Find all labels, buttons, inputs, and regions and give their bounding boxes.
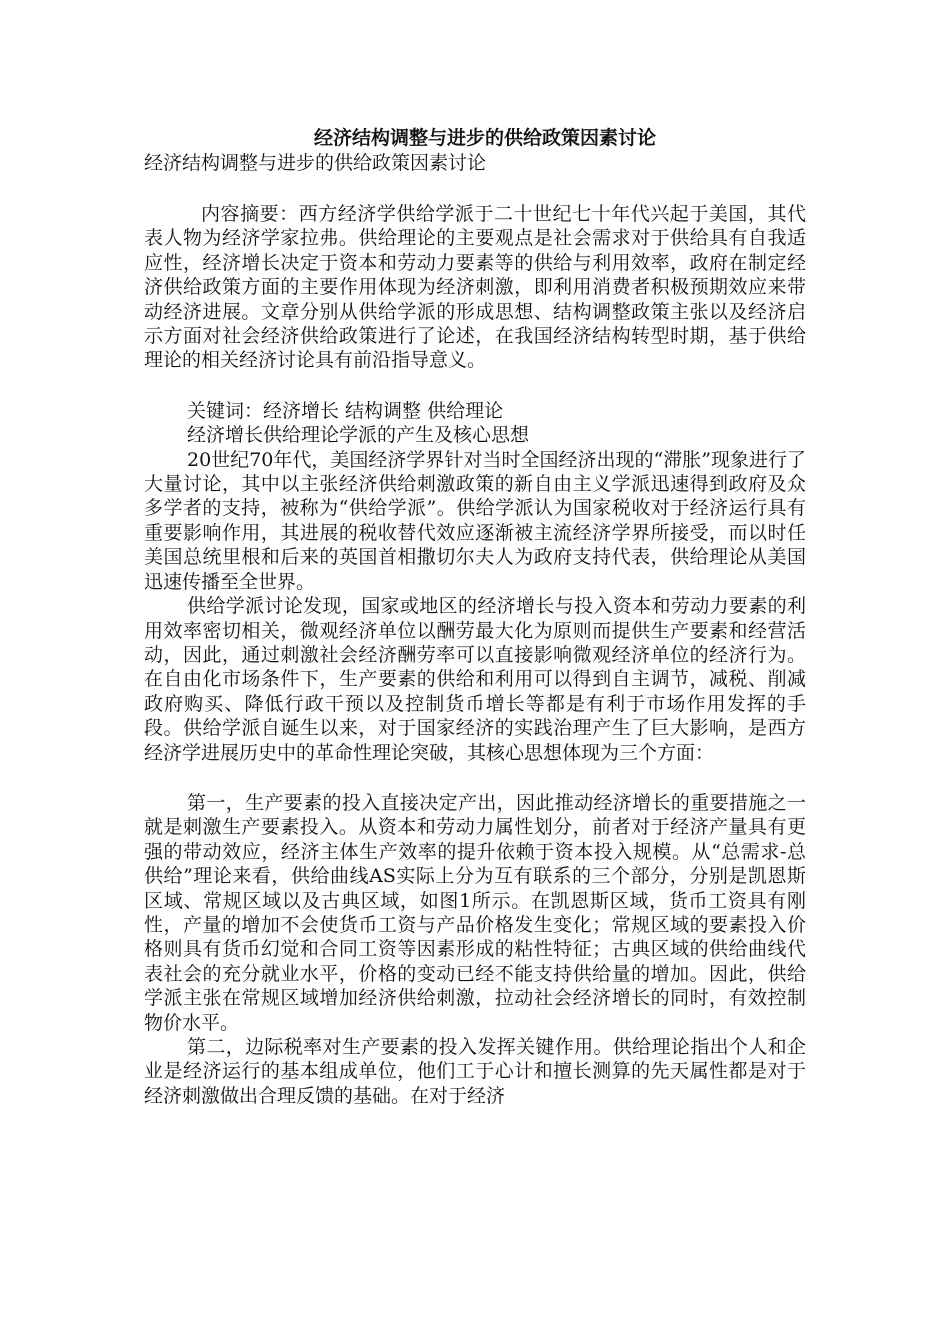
section-heading: 经济增长供给理论学派的产生及核心思想 [187,424,530,447]
abstract-paragraph: 内容摘要：西方经济学供给学派于二十世纪七十年代兴起于美国，其代表人物为经济学家拉弗。供给理论的主要观点是社会需求对于供给具有自我适应性，经济增长决定于资本和劳动力要素等的供给与利用效率，政府在制定经济供给政策方面的主要作用体现为经济刺激，即利用消费者积极预期效应来带动经济进展。文章分别从供给学派的形成思想、结构调整政策主张以及经济启示方面对社会经济供给政策进行了论述，在我国经济结构转型时期，基于供给理论的相关经济讨论具有前沿指导意义。 [144,203,806,372]
document-title: 经济结构调整与进步的供给政策因素讨论 [313,127,656,149]
document-subtitle: 经济结构调整与进步的供给政策因素讨论 [144,152,487,174]
body-paragraph: 第一，生产要素的投入直接决定产出，因此推动经济增长的重要措施之一就是刺激生产要素投入。从资本和劳动力属性划分，前者对于经济产量具有更强的带动效应，经济主体生产效率的提升依赖于资本投入规模。从“总需求-总供给”理论来看，供给曲线AS实际上分为互有联系的三个部分，分别是凯恩斯区域、常规区域以及古典区域，如图1所示。在凯恩斯区域，货币工资具有刚性，产量的增加不会使货币工资与产品价格发生变化；常规区域的要素投入价格则具有货币幻觉和合同工资等因素形成的粘性特征；古典区域的供给曲线代表社会的充分就业水平，价格的变动已经不能支持供给量的增加。因此，供给学派主张在常规区域增加经济供给刺激，拉动社会经济增长的同时，有效控制物价水平。 [144,791,806,1034]
body-paragraph: 20世纪70年代，美国经济学界针对当时全国经济出现的“滞胀”现象进行了大量讨论，其中以主张经济供给刺激政策的新自由主义学派迅速得到政府及众多学者的支持，被称为“供给学派”。供给学派认为国家税收对于经济运行具有重要影响作用，其进展的税收替代效应逐渐被主流经济学界所接受，而以时任美国总统里根和后来的英国首相撒切尔夫人为政府支持代表，供给理论从美国迅速传播至全世界。 [144,448,806,593]
document-page [144,126,806,1108]
body-paragraph: 第二，边际税率对生产要素的投入发挥关键作用。供给理论指出个人和企业是经济运行的基本组成单位，他们工于心计和擅长测算的先天属性都是对于经济刺激做出合理反馈的基础。在对于经济 [144,1036,806,1107]
body-paragraph: 供给学派讨论发现，国家或地区的经济增长与投入资本和劳动力要素的利用效率密切相关，微观经济单位以酬劳最大化为原则而提供生产要素和经营活动，因此，通过刺激社会经济酬劳率可以直接影响微观经济单位的经济行为。在自由化市场条件下，生产要素的供给和利用可以得到自主调节，减税、削减政府购买、降低行政干预以及控制货币增长等都是有利于市场作用发挥的手段。供给学派自诞生以来，对于国家经济的实践治理产生了巨大影响，是西方经济学进展历史中的革命性理论突破，其核心思想体现为三个方面： [144,595,806,764]
keywords-line: 关键词：经济增长 结构调整 供给理论 [187,399,504,422]
